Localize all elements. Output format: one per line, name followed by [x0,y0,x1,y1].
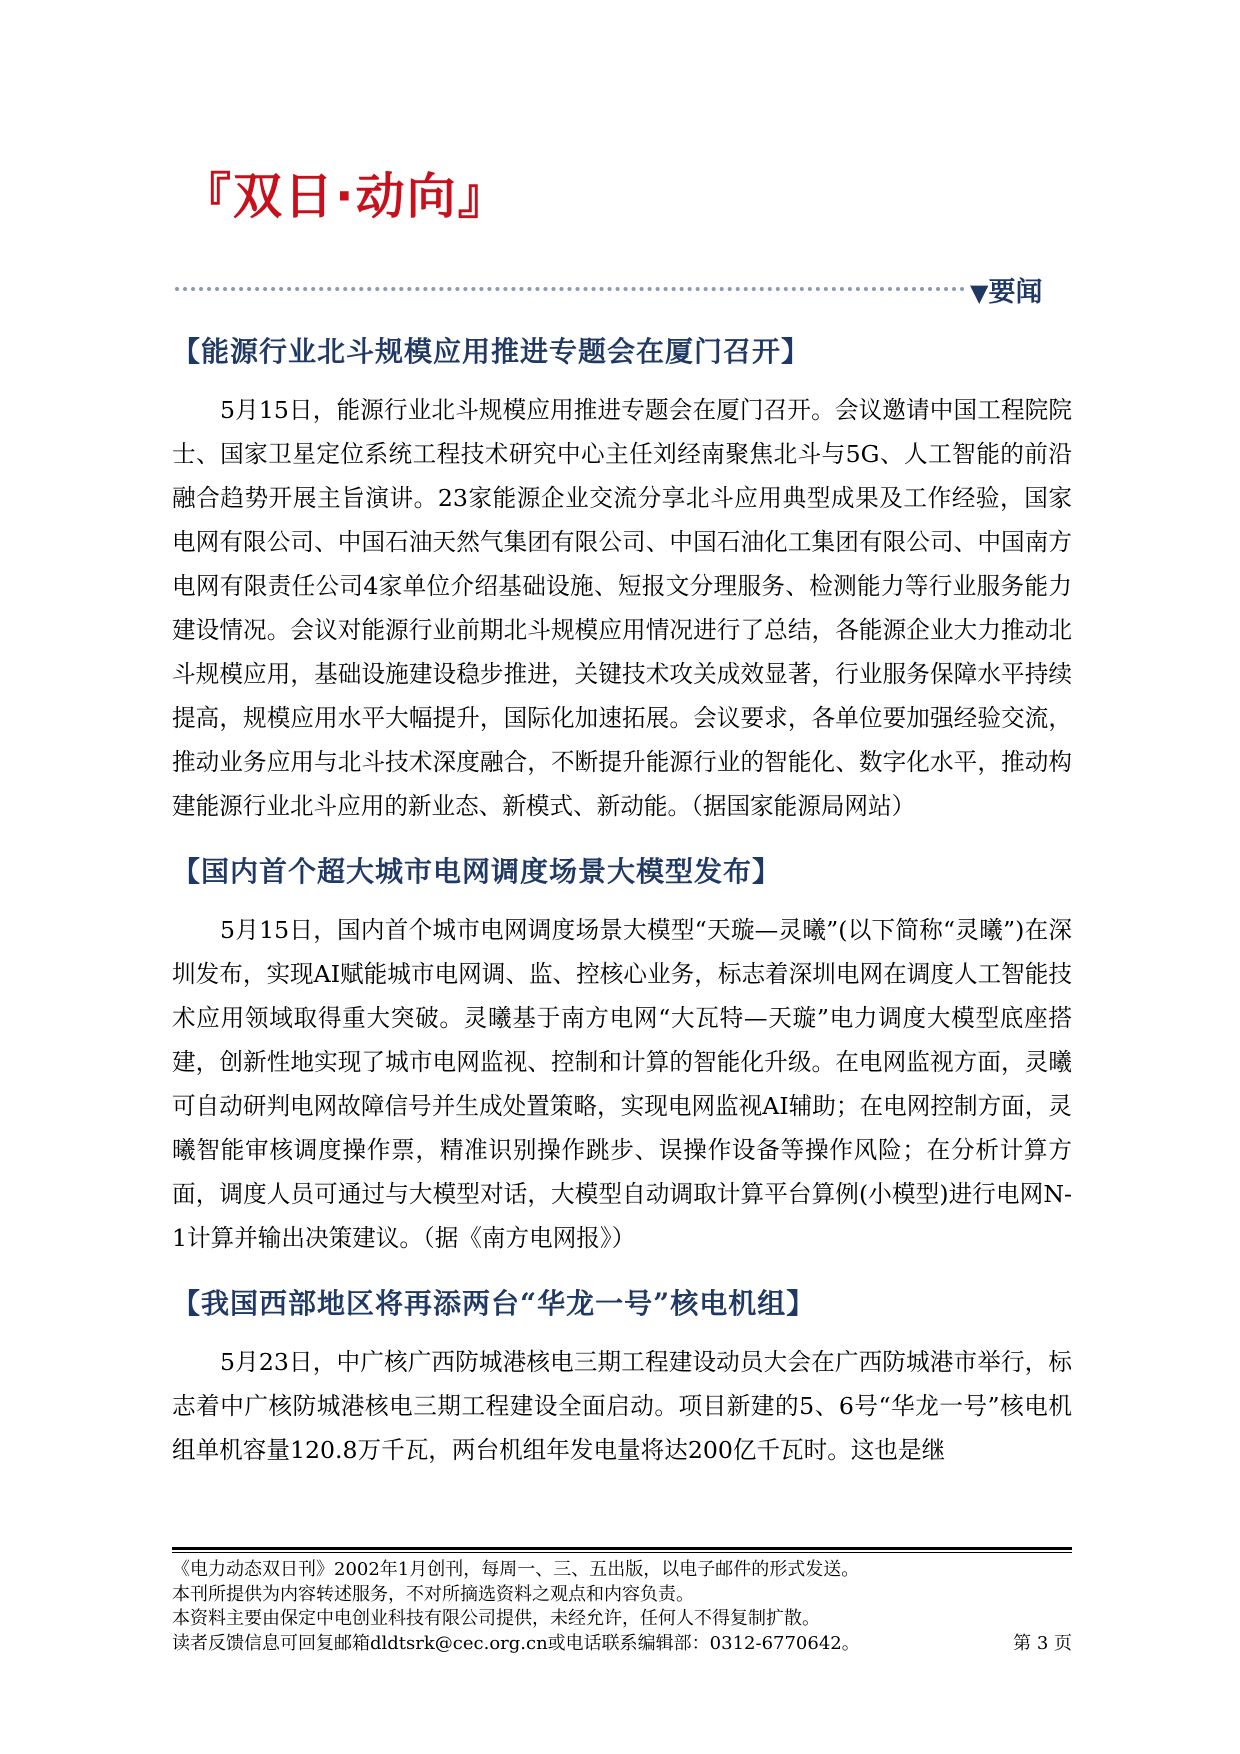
triangle-down-icon: ▼ [970,278,989,307]
footer-line: 《电力动态双日刊》2002年1月创刊，每周一、三、五出版，以电子邮件的形式发送。 [172,1559,860,1580]
section-label-text: 要闻 [988,277,1043,308]
article [172,330,1072,828]
article-headline: 【能源行业北斗规模应用推进专题会在厦门召开】 [172,335,811,368]
footer-line: 本刊所提供为内容转述服务，不对所摘选资料之观点和内容负责。 [172,1583,694,1605]
article-headline: 【我国西部地区将再添两台“华龙一号”核电机组】 [172,1287,816,1320]
article-body: 5月23日，中广核广西防城港核电三期工程建设动员大会在广西防城港市举行，标志着中广核防城港核电三期工程建设全面启动。项目新建的5、6号“华龙一号”核电机组单机容量120.8万千瓦，两台机组年发电量将达200亿千瓦时。这也是继 [172,1348,1072,1464]
article-headline: 【国内首个超大城市电网调度场景大模型发布】 [172,855,782,888]
article-body: 5月15日，国内首个城市电网调度场景大模型“天璇—灵曦”(以下简称“灵曦”)在深圳发布，实现AI赋能城市电网调、监、控核心业务，标志着深圳电网在调度人工智能技术应用领域取得重大突破。灵曦基于南方电网“大瓦特—天璇”电力调度大模型底座搭建，创新性地实现了城市电网监视、控制和计算的智能化升级。在电网监视方面，灵曦可自动研判电网故障信号并生成处置策略，实现电网监视AI辅助；在电网控制方面，灵曦智能审核调度操作票，精准识别操作跳步、误操作设备等操作风险；在分析计算方面，调度人员可通过与大模型对话，大模型自动调取计算平台算例(小模型)进行电网N-1计算并输出决策建议。（据《南方电网报》） [172,916,1072,1252]
footer-line: 读者反馈信息可回复邮箱dldtsrk@cec.org.cn或电话联系编辑部：0312-6770642。 [172,1632,860,1654]
footer-rule [172,1547,1072,1553]
article-list [172,330,1072,1494]
dotted-rule [175,287,965,291]
article [172,850,1072,1260]
footer-rule-thin [172,1552,1072,1553]
page-title: 『双日·动向』 [182,168,509,225]
section-label [970,270,1042,309]
footer [172,1558,1072,1656]
section-divider [175,270,1055,306]
page-number: 第 3 页 [1013,1632,1072,1654]
footer-line: 本资料主要由保定中电创业科技有限公司提供，未经允许，任何人不得复制扩散。 [172,1608,820,1629]
article-body: 5月15日，能源行业北斗规模应用推进专题会在厦门召开。会议邀请中国工程院院士、国家卫星定位系统工程技术研究中心主任刘经南聚焦北斗与5G、人工智能的前沿融合趋势开展主旨演讲。23家能源企业交流分享北斗应用典型成果及工作经验，国家电网有限公司、中国石油天然气集团有限公司、中国石油化工集团有限公司、中国南方电网有限责任公司4家单位介绍基础设施、短报文分理服务、检测能力等行业服务能力建设情况。会议对能源行业前期北斗规模应用情况进行了总结，各能源企业大力推动北斗规模应用，基础设施建设稳步推进，关键技术攻关成效显著，行业服务保障水平持续提高，规模应用水平大幅提升，国际化加速拓展。会议要求，各单位要加强经验交流，推动业务应用与北斗技术深度融合，不断提升能源行业的智能化、数字化水平，推动构建能源行业北斗应用的新业态、新模式、新动能。（据国家能源局网站） [172,396,1072,820]
footer-rule-thick [172,1547,1072,1550]
article [172,1282,1072,1472]
